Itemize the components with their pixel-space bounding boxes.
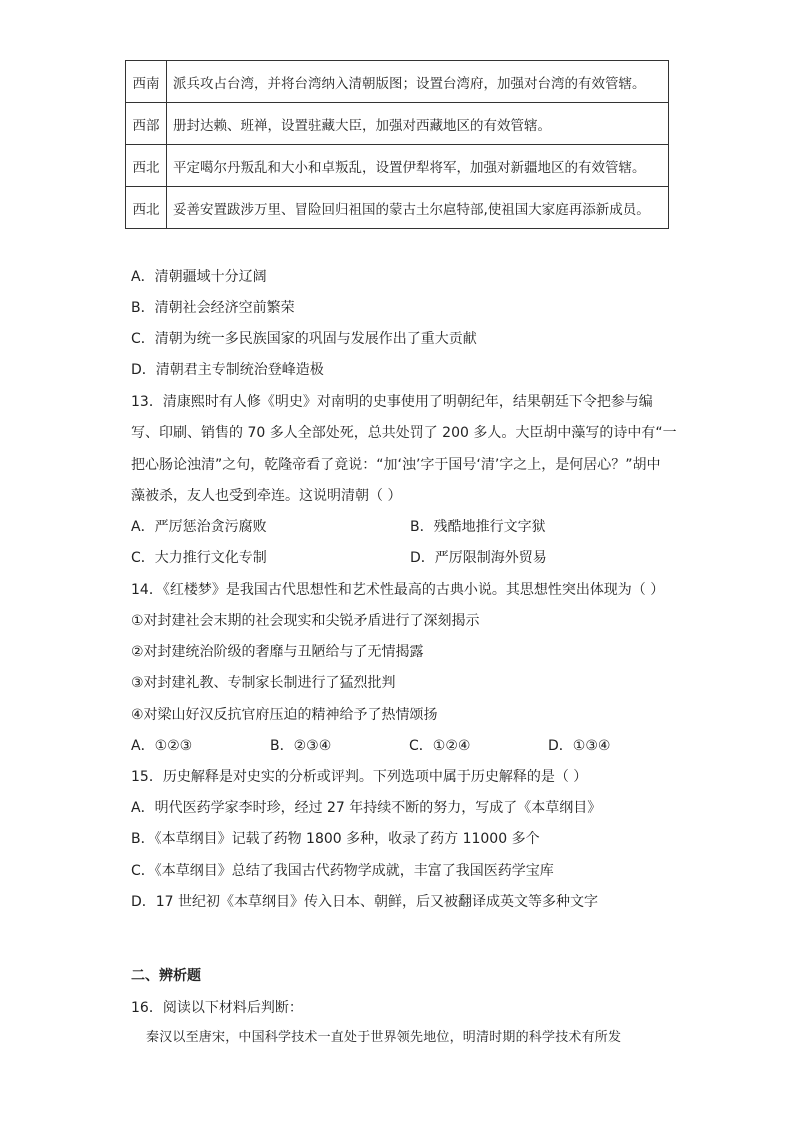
q13-option-c: C．大力推行文化专制: [131, 550, 267, 566]
q12-option-b: B．清朝社会经济空前繁荣: [131, 300, 295, 316]
q15-stem: 15．历史解释是对史实的分析或评判。下列选项中属于历史解释的是（ ）: [131, 769, 588, 785]
q14-item-4: ④对梁山好汉反抗官府压迫的精神给予了热情颂扬: [131, 707, 438, 723]
q14-option-a: A．①②③: [131, 738, 193, 754]
measure-cell: 妥善安置跋涉万里、冒险回归祖国的蒙古土尔扈特部,使祖国大家庭再添新成员。: [167, 187, 669, 229]
q13-stem-line: 把心肠论浊清”之句，乾隆帝看了竟说：“加‘浊’字于国号‘清’字之上，是何居心？”胡中: [131, 457, 661, 473]
section-heading: 二、辨析题: [131, 968, 201, 984]
q13-stem-line: 写、印刷、销售的 70 多人全部处死，总共处罚了 200 多人。大臣胡中藻写的诗中有“一: [131, 425, 677, 441]
q14-item-1: ①对封建社会末期的社会现实和尖锐矛盾进行了深刻揭示: [131, 613, 480, 629]
region-cell: 西南: [126, 61, 167, 103]
q15-option-c: C．《本草纲目》总结了我国古代药物学成就，丰富了我国医药学宝库: [131, 863, 554, 879]
q12-option-a: A．清朝疆域十分辽阔: [131, 269, 267, 285]
q14-item-3: ③对封建礼教、专制家长制进行了猛烈批判: [131, 675, 396, 691]
table-row: [126, 145, 669, 187]
q14-option-d: D．①③④: [548, 738, 611, 754]
q12-option-d: D．清朝君主专制统治登峰造极: [131, 362, 324, 378]
q12-option-c: C．清朝为统一多民族国家的巩固与发展作出了重大贡献: [131, 331, 477, 347]
q14-option-b: B．②③④: [270, 738, 332, 754]
q13-stem-line: 13．清康熙时有人修《明史》对南明的史事使用了明朝纪年，结果朝廷下令把参与编: [131, 394, 653, 410]
q16-material-quote: 秦汉以至唐宋，中国科学技术一直处于世界领先地位，明清时期的科学技术有所发: [146, 1030, 622, 1045]
qing-regions-table: [125, 60, 669, 229]
region-cell: 西北: [126, 187, 167, 229]
q15-option-a: A．明代医药学家李时珍，经过 27 年持续不断的努力，写成了《本草纲目》: [131, 800, 602, 816]
region-cell: 西北: [126, 145, 167, 187]
q13-option-b: B．残酷地推行文字狱: [410, 519, 546, 535]
q14-stem: 14．《红楼梦》是我国古代思想性和艺术性最高的古典小说。其思想性突出体现为（ ）: [131, 582, 665, 598]
measure-cell: 册封达赖、班禅，设置驻藏大臣，加强对西藏地区的有效管辖。: [167, 103, 669, 145]
measure-cell: 派兵攻占台湾，并将台湾纳入清朝版图；设置台湾府，加强对台湾的有效管辖。: [167, 61, 669, 103]
q13-option-a: A．严厉惩治贪污腐败: [131, 519, 267, 535]
region-cell: 西部: [126, 103, 167, 145]
q15-option-b: B．《本草纲目》记载了药物 1800 多种，收录了药方 11000 多个: [131, 831, 540, 847]
q16-stem: 16．阅读以下材料后判断：: [131, 1000, 303, 1016]
table-row: [126, 103, 669, 145]
measure-cell: 平定噶尔丹叛乱和大小和卓叛乱，设置伊犁将军，加强对新疆地区的有效管辖。: [167, 145, 669, 187]
q13-stem-line: 藻被杀，友人也受到牵连。这说明清朝（ ）: [131, 488, 402, 504]
q13-option-d: D．严厉限制海外贸易: [410, 550, 547, 566]
table-row: [126, 61, 669, 103]
q15-option-d: D．17 世纪初《本草纲目》传入日本、朝鲜，后又被翻译成英文等多种文字: [131, 894, 599, 910]
q14-option-c: C．①②④: [409, 738, 471, 754]
table-row: [126, 187, 669, 229]
q14-item-2: ②对封建统治阶级的奢靡与丑陋给与了无情揭露: [131, 644, 424, 660]
